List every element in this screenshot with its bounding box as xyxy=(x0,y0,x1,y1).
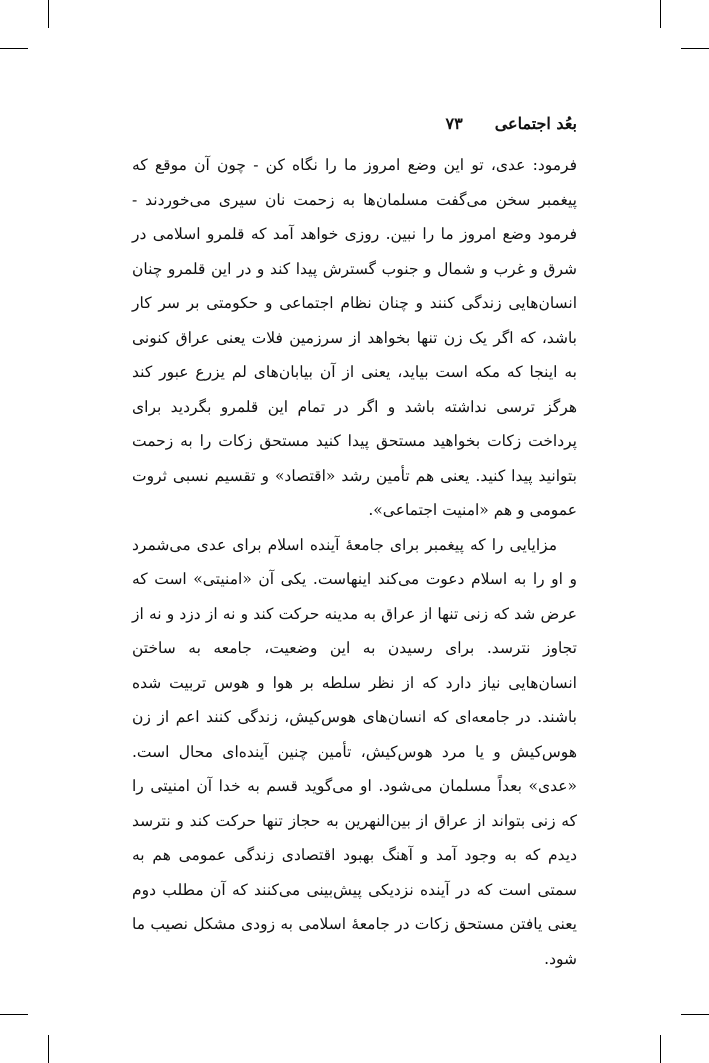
crop-mark-top-left-v xyxy=(48,0,49,28)
paragraph-1: فرمود: عدی، تو این وضع امروز ما را نگاه کن - چون آن موقع که پیغمبر سخن می‌گفت مسلمان‌ها به زحمت نان سیری می‌خوردند - فرمود وضع امروز ما را نبین. روزی خواهد آمد که قلمرو اسلامی در شرق و غرب و شمال و جنوب گسترش پیدا کند و در این قلمرو چنان انسان‌هایی زندگی کنند و چنان نظام اجتماعی و حکومتی بر سر کار باشد، که اگر یک زن تنها بخواهد از سرزمین فلات یعنی عراق کنونی به اینجا که مکه است بیاید، یعنی از آن بیابان‌های لم یزرع عبور کند هرگز ترسی نداشته باشد و اگر در تمام این قلمرو بگردید برای پرداخت زکات بخواهید مستحق پیدا کنید مستحق زکات را به زحمت بتوانید پیدا کنید. یعنی هم تأمین رشد «اقتصاد» و تقسیم نسبی ثروت عمومی و هم «امنیت اجتماعی». xyxy=(132,156,577,519)
crop-mark-bottom-left-v xyxy=(48,1035,49,1063)
crop-mark-bottom-left-h xyxy=(0,1014,28,1015)
paragraph-2: مزایایی را که پیغمبر برای جامعهٔ آینده اسلام برای عدی می‌شمرد و او را به اسلام دعوت می‌کند اینهاست. یکی آن «امنیتی» است که عرض شد که زنی تنها از عراق به مدینه حرکت کند و نه از دزد و نه از تجاوز نترسد. برای رسیدن به این وضعیت، جامعه به ساختن انسان‌هایی نیاز دارد که از نظر سلطه بر هوا و هوس تربیت شده باشند. در جامعه‌ای که انسان‌های هوس‌کیش، زندگی کنند اعم از زن هوس‌کیش و یا مرد هوس‌کیش، تأمین چنین آینده‌ای محال است. «عدی» بعداً مسلمان می‌شود. او می‌گوید قسم به خدا آن امنیتی را که زنی بتواند از عراق از بین‌النهرین به حجاز تنها حرکت کند و نترسد دیدم که به وجود آمد و آهنگ بهبود اقتصادی زندگی عمومی هم به سمتی است که در آینده نزدیکی پیش‌بینی می‌کنند که آن مطلب دوم یعنی یافتن مستحق زکات در جامعهٔ اسلامی به زودی مشکل نصیب ما شود. xyxy=(132,535,577,968)
crop-mark-top-right-h xyxy=(681,48,709,49)
running-header xyxy=(132,108,577,138)
body-text xyxy=(132,148,577,976)
page-number: ۷۳ xyxy=(445,113,463,133)
crop-mark-bottom-right-h xyxy=(681,1014,709,1015)
crop-mark-bottom-right-v xyxy=(660,1035,661,1063)
chapter-title: بعُد اجتماعی xyxy=(494,113,577,133)
crop-mark-top-right-v xyxy=(660,0,661,28)
crop-mark-top-left-h xyxy=(0,48,28,49)
